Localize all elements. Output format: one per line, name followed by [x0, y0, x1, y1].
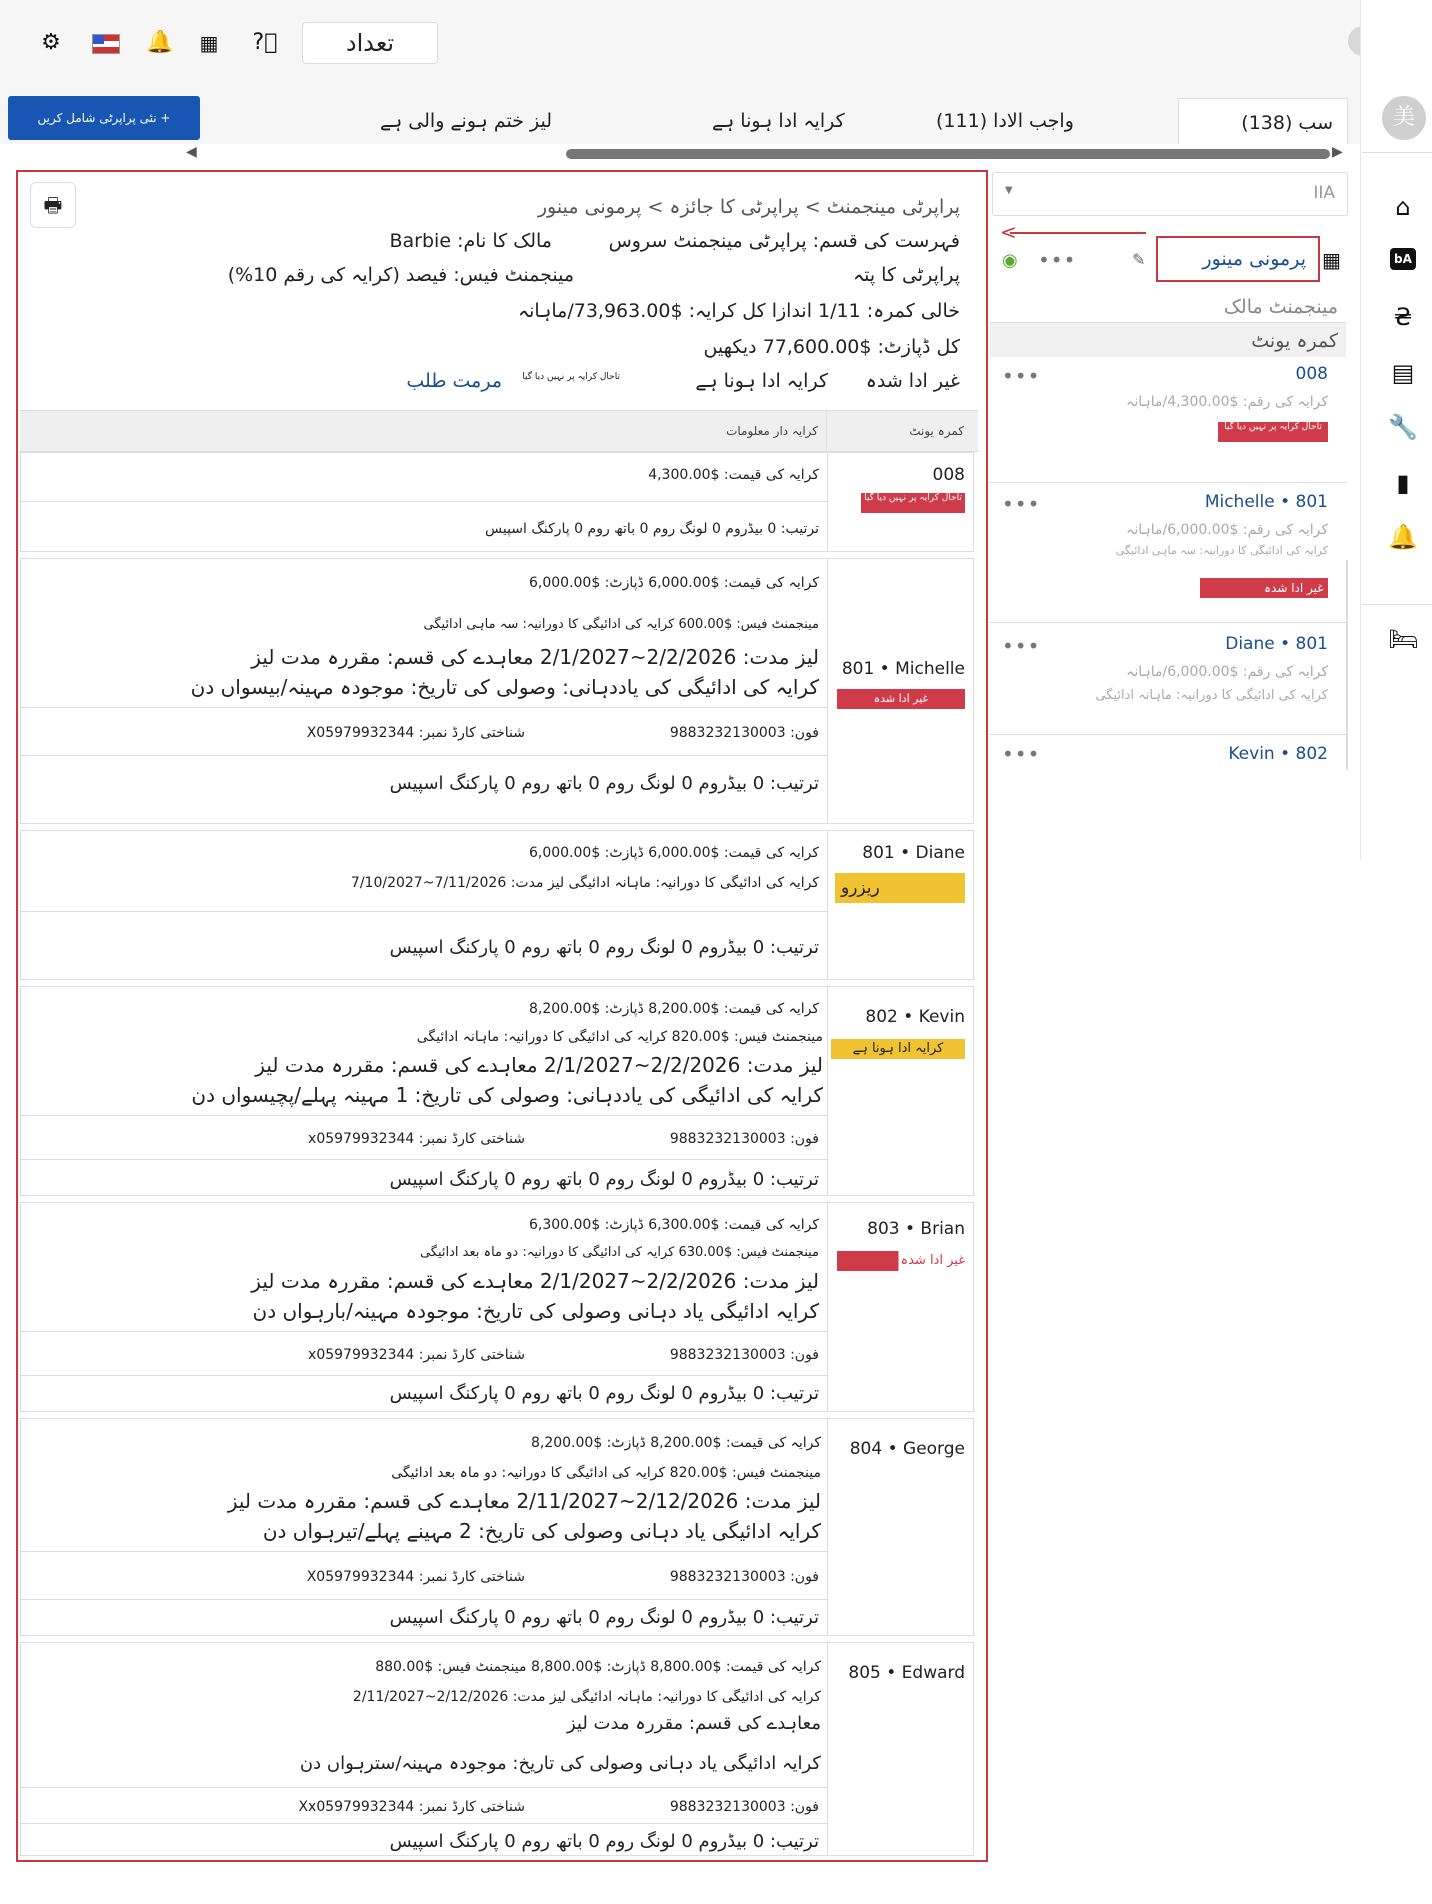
column-header-tenant: کرایہ دار معلومات	[726, 424, 818, 438]
phone: فون: 9883232130003	[669, 1347, 819, 1363]
count-field[interactable]: تعداد	[302, 22, 438, 64]
repair-request-link[interactable]: مرمت طلب	[406, 370, 502, 392]
column-divider	[827, 1643, 828, 1855]
phone: فون: 9883232130003	[669, 1569, 819, 1585]
id-card: شناختی کارڈ نمبر: X05979932344	[306, 1569, 525, 1585]
row-divider	[21, 1823, 827, 1824]
select-value: IIA	[1313, 183, 1335, 203]
phone: فون: 9883232130003	[669, 725, 819, 741]
lease-term: لیز مدت: 2/2/2026~2/1/2027 معاہدے کی قسم: مقررہ مدت لیز	[251, 645, 819, 669]
row-divider	[21, 1599, 827, 1600]
table-row[interactable]	[20, 452, 974, 552]
tree-unit-title[interactable]: 801 • Michelle	[1204, 492, 1328, 512]
period-lease: کرایہ کی ادائیگی کا دورانیہ: ماہانہ ادائیگی لیز مدت: 2/12/2026~2/11/2027	[352, 1689, 821, 1705]
building-icon: ▦	[1322, 248, 1341, 272]
total-deposit: کل ڈپازٹ: $77,600.00 دیکھیں	[703, 336, 960, 358]
status-badge: ریزرو	[835, 873, 965, 903]
table-row[interactable]	[20, 830, 974, 980]
bed-icon[interactable]: 🛏	[1388, 625, 1419, 653]
eye-icon[interactable]: ◉	[1002, 250, 1018, 271]
id-card: شناختی کارڈ نمبر: Xx05979932344	[298, 1799, 525, 1815]
currency-icon[interactable]: ₴	[1393, 303, 1413, 331]
status-badge: کرایہ ادا ہونا ہے	[831, 1039, 965, 1059]
id-card: شناختی کارڈ نمبر: X05979932344	[306, 725, 525, 741]
annotation-arrow	[1010, 232, 1146, 234]
rent-deposit: کرایہ کی قیمت: $6,000.00 ڈپازٹ: $6,000.00	[528, 845, 819, 861]
row-divider	[21, 1375, 827, 1376]
table-row[interactable]	[20, 1418, 974, 1636]
status-badge: غیر ادا شدہ	[1200, 578, 1328, 598]
table-row[interactable]	[20, 558, 974, 824]
rent-reminder: کرایہ ادائیگی یاد دہانی وصولی کی تاریخ: 2 مہینے پہلے/تیرہواں دن	[262, 1519, 821, 1543]
rent-reminder: کرایہ ادائیگی یاد دہانی وصولی کی تاریخ: موجودہ مہینہ/بارہواں دن	[252, 1299, 819, 1323]
room-unit-label: کمرہ یونٹ	[1251, 330, 1338, 352]
unit-name[interactable]: 804 • George	[849, 1439, 965, 1459]
tree-unit-card[interactable]	[990, 486, 1346, 623]
room-layout: ترتیب: 0 بیڈروم 0 لونگ روم 0 باتھ روم 0 پارکنگ اسپیس	[389, 1383, 819, 1404]
rent-deposit: کرایہ کی قیمت: $8,200.00 ڈپازٹ: $8,200.00	[530, 1435, 821, 1451]
table-row[interactable]	[20, 1642, 974, 1856]
property-address: پراپرٹی کا پتہ	[852, 264, 960, 286]
tab-row	[0, 86, 1360, 144]
tree-unit-card[interactable]	[990, 358, 1346, 483]
tree-unit-period: کرایہ کی ادائیگی کا دورانیہ: سہ ماہی ادائیگی	[1115, 544, 1328, 557]
unpaid-filter[interactable]: غیر ادا شدہ	[865, 370, 960, 392]
tab-all[interactable]: سب (138)	[1178, 98, 1348, 144]
tree-unit-title[interactable]: 801 • Diane	[1225, 634, 1328, 654]
room-layout: ترتیب: 0 بیڈروم 0 لونگ روم 0 باتھ روم 0 پارکنگ اسپیس	[485, 521, 819, 537]
print-button[interactable]: 🖶	[30, 182, 76, 228]
not-rented-filter[interactable]: تاحال کرایہ پر نہیں دیا گیا	[522, 372, 620, 382]
fee-period: مینجمنٹ فیس: $600.00 کرایہ کی ادائیگی کا دورانیہ: سہ ماہی ادائیگی	[423, 617, 819, 632]
column-divider	[827, 1419, 828, 1635]
id-card: شناختی کارڈ نمبر: x05979932344	[308, 1347, 525, 1363]
status-badge: غیر ادا شدہ	[837, 689, 965, 709]
rent-reminder: کرایہ کی ادائیگی کی یاددہانی: وصولی کی تاریخ: 1 مہینہ پہلے/پچیسواں دن	[191, 1083, 823, 1107]
rail-divider	[1362, 604, 1432, 605]
management-fee: مینجمنٹ فیس: فیصد (کرایہ کی رقم 10%)	[227, 264, 574, 286]
column-header-unit: کمرہ یونٹ	[909, 424, 964, 438]
avatar[interactable]: 美	[1382, 96, 1426, 140]
calendar-icon[interactable]: ▦	[199, 31, 219, 55]
lease-term: لیز مدت: 2/2/2026~2/1/2027 معاہدے کی قسم: مقررہ مدت لیز	[251, 1269, 819, 1293]
us-flag-icon[interactable]	[92, 34, 120, 54]
tree-property-name[interactable]: پرمونی مینور	[1156, 236, 1320, 282]
unit-name[interactable]: 802 • Kevin	[865, 1007, 965, 1027]
rent-reminder: کرایہ ادائیگی یاد دہانی وصولی کی تاریخ: موجودہ مہینہ/سترہواں دن	[299, 1753, 821, 1774]
listing-icon[interactable]: bA	[1390, 248, 1416, 270]
tree-unit-rent: کرایہ کی رقم: $4,300.00/ماہانہ	[1126, 394, 1328, 410]
column-divider	[827, 1203, 828, 1411]
owner-name: مالک کا نام: Barbie	[389, 230, 552, 252]
row-divider	[21, 755, 827, 756]
home-icon[interactable]: ⌂	[1395, 193, 1411, 221]
lease-term: لیز مدت: 2/12/2026~2/11/2027 معاہدے کی قسم: مقررہ مدت لیز	[227, 1489, 821, 1513]
fee-period: مینجمنٹ فیس: $820.00 کرایہ کی ادائیگی کا دورانیہ: دو ماہ بعد ادائیگی	[391, 1465, 821, 1481]
chevron-down-icon: ▼	[1005, 185, 1013, 196]
wrench-icon[interactable]: 🔧	[1388, 413, 1418, 441]
tree-unit-rent: کرایہ کی رقم: $6,000.00/ماہانہ	[1126, 522, 1328, 538]
phone: فون: 9883232130003	[669, 1131, 819, 1147]
annotation-arrow-head: <	[1000, 220, 1017, 244]
tree-scrollbar[interactable]	[1346, 560, 1348, 770]
table-row[interactable]	[20, 986, 974, 1196]
row-divider	[21, 1159, 827, 1160]
lease-term: لیز مدت: 2/2/2026~2/1/2027 معاہدے کی قسم: مقررہ مدت لیز	[255, 1053, 823, 1077]
room-layout: ترتیب: 0 بیڈروم 0 لونگ روم 0 باتھ روم 0 پارکنگ اسپیس	[389, 1169, 819, 1190]
tree-unit-rent: کرایہ کی رقم: $6,000.00/ماہانہ	[1126, 664, 1328, 680]
phone: فون: 9883232130003	[669, 1799, 819, 1815]
rent-deposit: کرایہ کی قیمت: $6,000.00 ڈپازٹ: $6,000.00	[528, 575, 819, 591]
tree-unit-title[interactable]: 008	[1295, 364, 1328, 384]
edit-icon[interactable]: ✎	[1132, 250, 1146, 269]
chart-icon[interactable]: ▮	[1396, 469, 1410, 497]
more-icon[interactable]: •••	[1002, 492, 1041, 516]
rent-due-filter[interactable]: کرایہ ادا ہونا ہے	[695, 370, 828, 392]
unit-name[interactable]: 801 • Michelle	[841, 659, 965, 679]
more-icon[interactable]: •••	[1002, 364, 1041, 388]
status-badge: غیر ادا شدہ	[837, 1251, 965, 1271]
add-property-button[interactable]: + نئی پراپرٹی شامل کریں	[8, 96, 200, 140]
row-divider	[21, 1115, 827, 1116]
rail-divider	[1362, 152, 1432, 153]
bell-icon[interactable]: 🔔	[1388, 523, 1418, 551]
bell-icon[interactable]: 🔔	[146, 30, 174, 55]
tree-unit-period: کرایہ کی ادائیگی کا دورانیہ: ماہانہ ادائیگی	[1095, 688, 1328, 703]
column-divider	[827, 831, 828, 979]
rent-reminder: کرایہ کی ادائیگی کی یاددہانی: وصولی کی تاریخ: موجودہ مہینہ/بیسواں دن	[190, 675, 819, 699]
scroll-left-arrow[interactable]: ◀	[186, 144, 197, 160]
rent-deposit-fee: کرایہ کی قیمت: $8,800.00 ڈپازٹ: $8,800.00 مینجمنٹ فیس: $880.00	[375, 1659, 821, 1675]
row-divider	[21, 501, 827, 502]
rent-deposit: کرایہ کی قیمت: $8,200.00 ڈپازٹ: $8,200.00	[528, 1001, 819, 1017]
period-lease: کرایہ کی ادائیگی کا دورانیہ: ماہانہ ادائیگی لیز مدت: 7/11/2026~7/10/2027	[350, 875, 819, 891]
room-layout: ترتیب: 0 بیڈروم 0 لونگ روم 0 باتھ روم 0 پارکنگ اسپیس	[389, 1607, 819, 1628]
unit-name[interactable]: 805 • Edward	[848, 1663, 965, 1683]
gear-icon[interactable]: ⚙	[41, 30, 61, 55]
column-divider	[827, 559, 828, 823]
property-select[interactable]	[992, 172, 1348, 216]
unit-name[interactable]: 801 • Diane	[862, 843, 965, 863]
tree-unit-card[interactable]	[990, 738, 1346, 772]
fee-period: مینجمنٹ فیس: $820.00 کرایہ کی ادائیگی کا دورانیہ: ماہانہ ادائیگی	[416, 1029, 823, 1045]
document-icon[interactable]: ▤	[1391, 359, 1415, 387]
table-header	[20, 410, 978, 452]
horizontal-scrollbar[interactable]	[566, 149, 1330, 159]
status-badge: تاحال کرایہ پر نہیں دیا گیا	[861, 493, 965, 513]
table-header-divider	[826, 410, 827, 450]
tree-unit-card[interactable]	[990, 628, 1346, 735]
row-divider	[21, 1787, 827, 1788]
row-divider	[21, 1331, 827, 1332]
row-divider	[21, 1551, 827, 1552]
contract-type: معاہدے کی قسم: مقررہ مدت لیز	[566, 1713, 821, 1734]
tab-due[interactable]: واجب الادا (111)	[936, 110, 1074, 132]
more-icon[interactable]: •••	[1038, 248, 1077, 272]
row-divider	[21, 707, 827, 708]
id-card: شناختی کارڈ نمبر: x05979932344	[308, 1131, 525, 1147]
column-divider	[827, 987, 828, 1195]
room-layout: ترتیب: 0 بیڈروم 0 لونگ روم 0 باتھ روم 0 پارکنگ اسپیس	[389, 1831, 819, 1852]
scroll-right-arrow[interactable]: ▶	[1332, 144, 1343, 160]
room-layout: ترتیب: 0 بیڈروم 0 لونگ روم 0 باتھ روم 0 پارکنگ اسپیس	[389, 937, 819, 958]
column-divider	[827, 453, 828, 551]
list-type: فہرست کی قسم: پراپرٹی مینجمنٹ سروس	[608, 230, 960, 252]
unit-name[interactable]: 803 • Brian	[867, 1219, 965, 1239]
row-divider	[21, 911, 827, 912]
table-row[interactable]	[20, 1202, 974, 1412]
status-badge: تاحال کرایہ پر نہیں دیا گیا	[1218, 422, 1328, 442]
tab-lease-expiring[interactable]: لیز ختم ہونے والی ہے	[380, 110, 553, 132]
vacant-rooms: خالی کمرہ: 1/11 اندازا کل کرایہ: $73,963.00/ماہانہ	[518, 300, 960, 322]
fee-period: مینجمنٹ فیس: $630.00 کرایہ کی ادائیگی کا دورانیہ: دو ماہ بعد ادائیگی	[419, 1245, 819, 1260]
help-icon[interactable]: ?⃝	[252, 30, 278, 55]
more-icon[interactable]: •••	[1002, 742, 1041, 766]
rent-deposit: کرایہ کی قیمت: $6,300.00 ڈپازٹ: $6,300.00	[528, 1217, 819, 1233]
rent-price: کرایہ کی قیمت: $4,300.00	[648, 467, 819, 483]
more-icon[interactable]: •••	[1002, 634, 1041, 658]
unit-name[interactable]: 008	[932, 465, 965, 485]
tree-unit-title[interactable]: 802 • Kevin	[1228, 744, 1328, 764]
room-layout: ترتیب: 0 بیڈروم 0 لونگ روم 0 باتھ روم 0 پارکنگ اسپیس	[389, 773, 819, 794]
tab-rent-due[interactable]: کرایہ ادا ہونا ہے	[712, 110, 845, 132]
management-owner: مینجمنٹ مالک	[1223, 296, 1338, 318]
breadcrumb: پراپرٹی مینجمنٹ > پراپرٹی کا جائزہ > پرمونی مینور	[537, 196, 960, 218]
